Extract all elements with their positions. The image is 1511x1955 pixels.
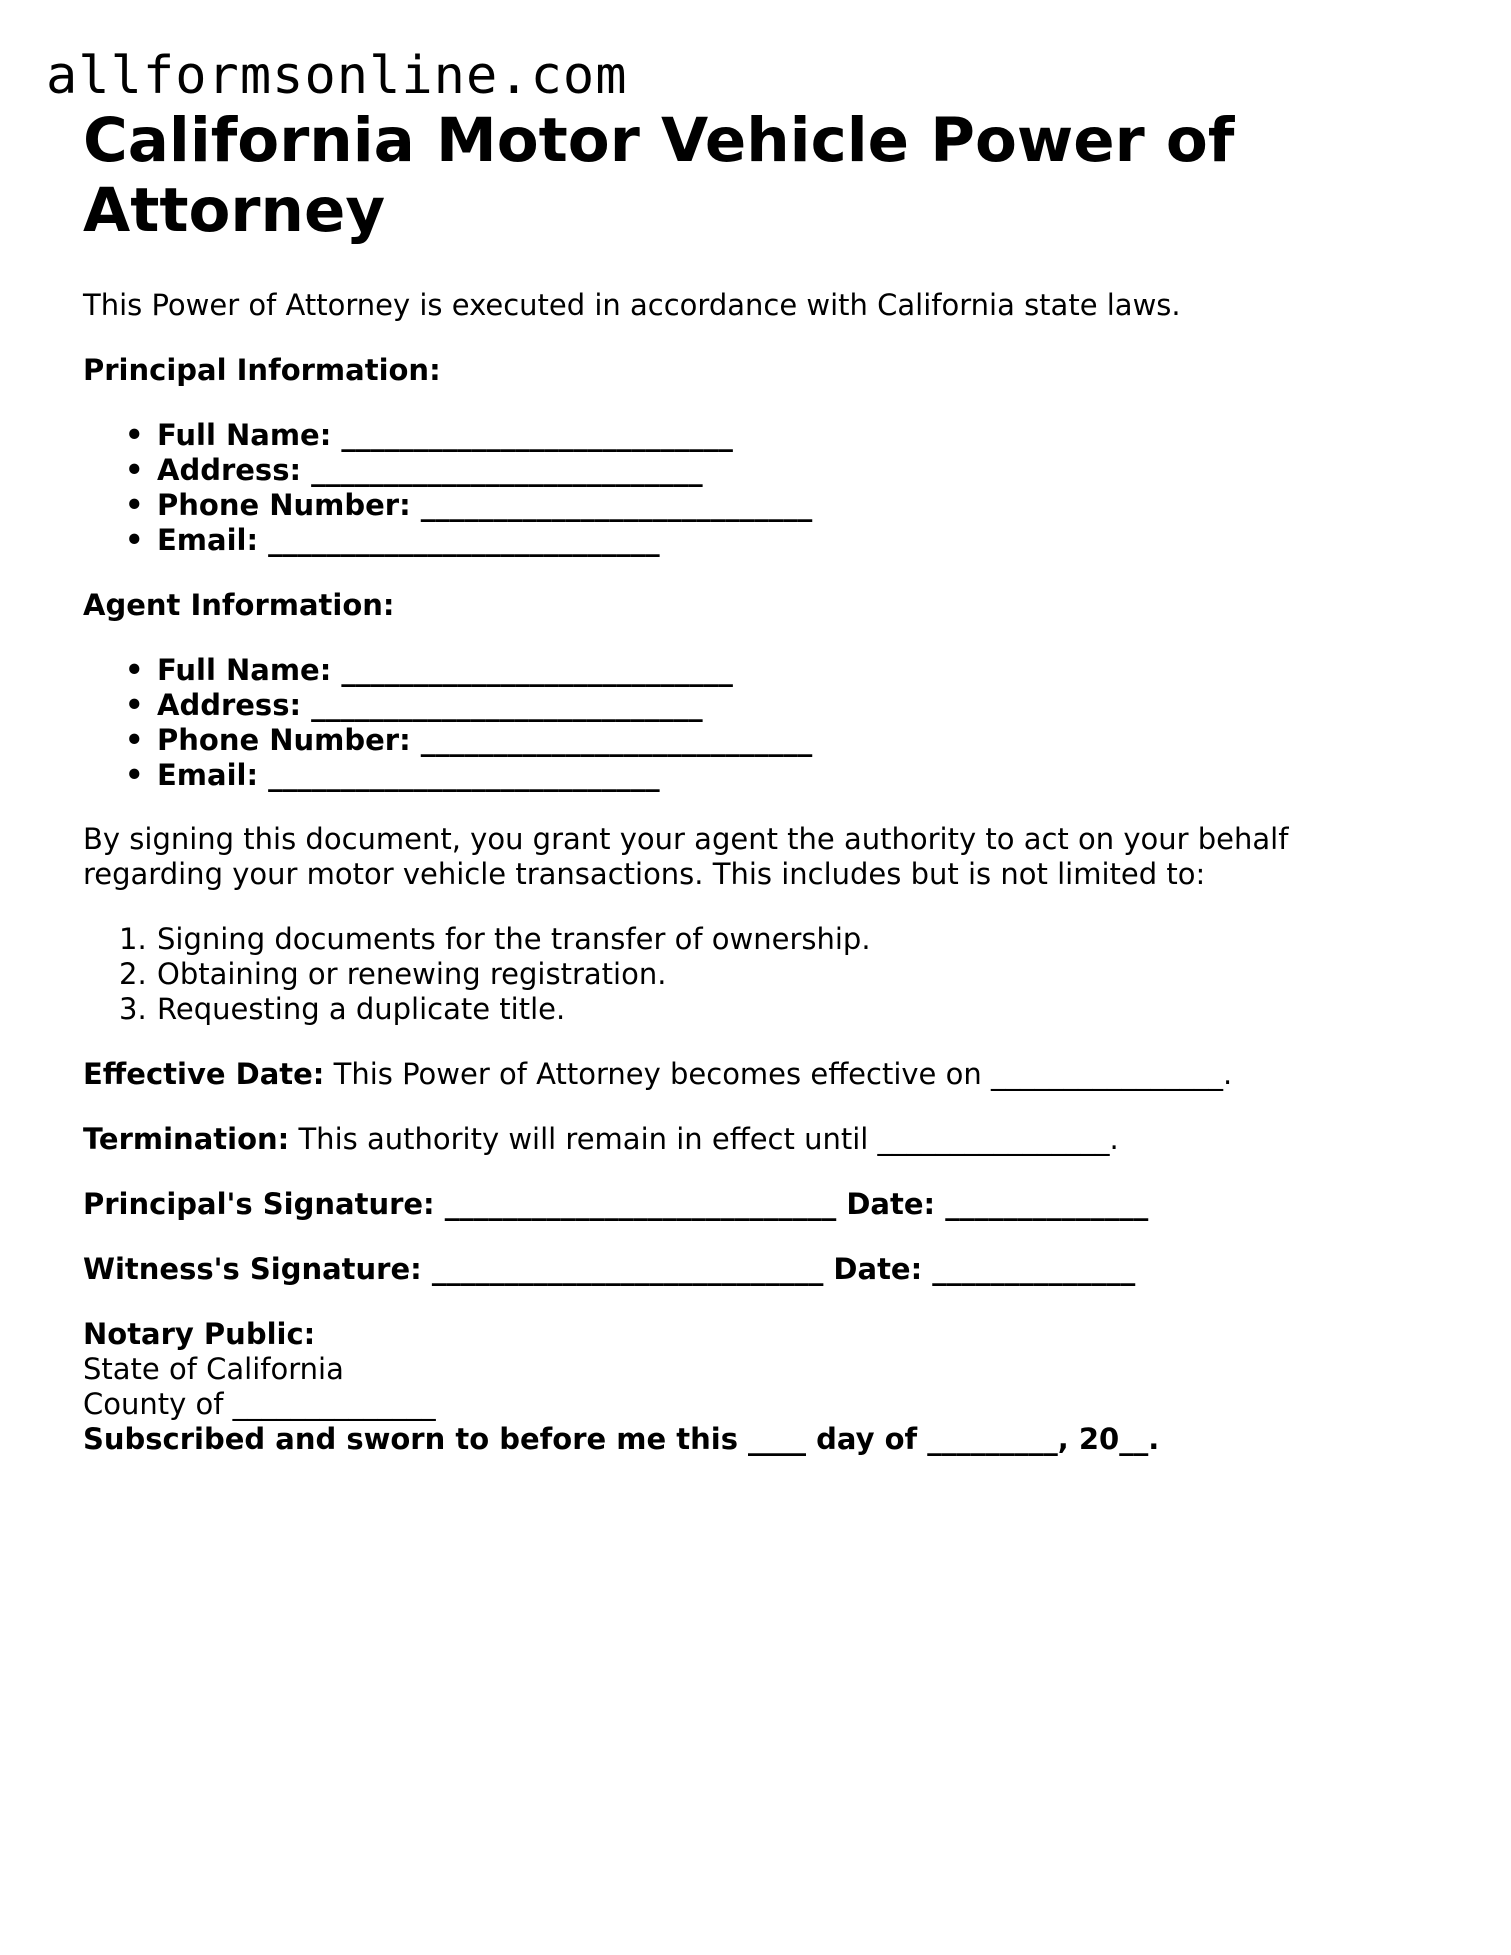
power-item — [119, 922, 1423, 957]
principal-field-list — [83, 418, 1423, 558]
powers-list — [83, 922, 1423, 1027]
principal-signature-line: Principal's Signature: ___________________________ Date: ______________ — [83, 1187, 1149, 1221]
power-item — [119, 992, 1423, 1027]
notary-sworn-line: Subscribed and sworn to before me this ____ day of _________, 20__. — [83, 1422, 1160, 1456]
principal-phone-field: • Phone Number: ___________________________ — [157, 488, 1423, 523]
power-text: Requesting a duplicate title. — [157, 992, 566, 1026]
document-page — [83, 106, 1423, 1457]
agent-email-field: • Email: ___________________________ — [157, 758, 1423, 793]
agent-full-name-field: • Full Name: ___________________________ — [157, 653, 1423, 688]
principal-heading: Principal Information: — [83, 353, 441, 387]
grant-text: By signing this document, you grant your agent the authority to act on your behalf regarding your motor vehicle transactions. This includes but is not limited to: — [83, 822, 1289, 891]
site-watermark: allformsonline.com — [46, 46, 628, 106]
effective-date-text: This Power of Attorney becomes effective on ________________. — [324, 1057, 1233, 1091]
agent-field-list — [83, 653, 1423, 793]
power-item — [119, 957, 1423, 992]
document-title: California Motor Vehicle Power of Attorney — [83, 105, 1235, 246]
power-text: Obtaining or renewing registration. — [157, 957, 667, 991]
notary-heading: Notary Public: — [83, 1317, 316, 1351]
effective-date-line — [83, 1057, 1423, 1092]
notary-county: County of ______________ — [83, 1387, 436, 1421]
power-text: Signing documents for the transfer of ownership. — [157, 922, 871, 956]
power-number: 1. — [119, 922, 147, 956]
notary-section — [83, 1317, 1423, 1457]
agent-heading: Agent Information: — [83, 588, 395, 622]
effective-date-label: Effective Date: — [83, 1057, 325, 1091]
power-number: 2. — [119, 957, 147, 991]
agent-phone-field: • Phone Number: ___________________________ — [157, 723, 1423, 758]
notary-state: State of California — [83, 1352, 344, 1386]
agent-address-field: • Address: ___________________________ — [157, 688, 1423, 723]
power-number: 3. — [119, 992, 147, 1026]
termination-label: Termination: — [83, 1122, 290, 1156]
termination-text: This authority will remain in effect until ________________. — [289, 1122, 1119, 1156]
termination-line — [83, 1122, 1423, 1157]
principal-address-field: • Address: ___________________________ — [157, 453, 1423, 488]
principal-email-field: • Email: ___________________________ — [157, 523, 1423, 558]
principal-full-name-field: • Full Name: ___________________________ — [157, 418, 1423, 453]
witness-signature-line: Witness's Signature: ___________________________ Date: ______________ — [83, 1252, 1136, 1286]
intro-text: This Power of Attorney is executed in accordance with California state laws. — [83, 288, 1181, 322]
